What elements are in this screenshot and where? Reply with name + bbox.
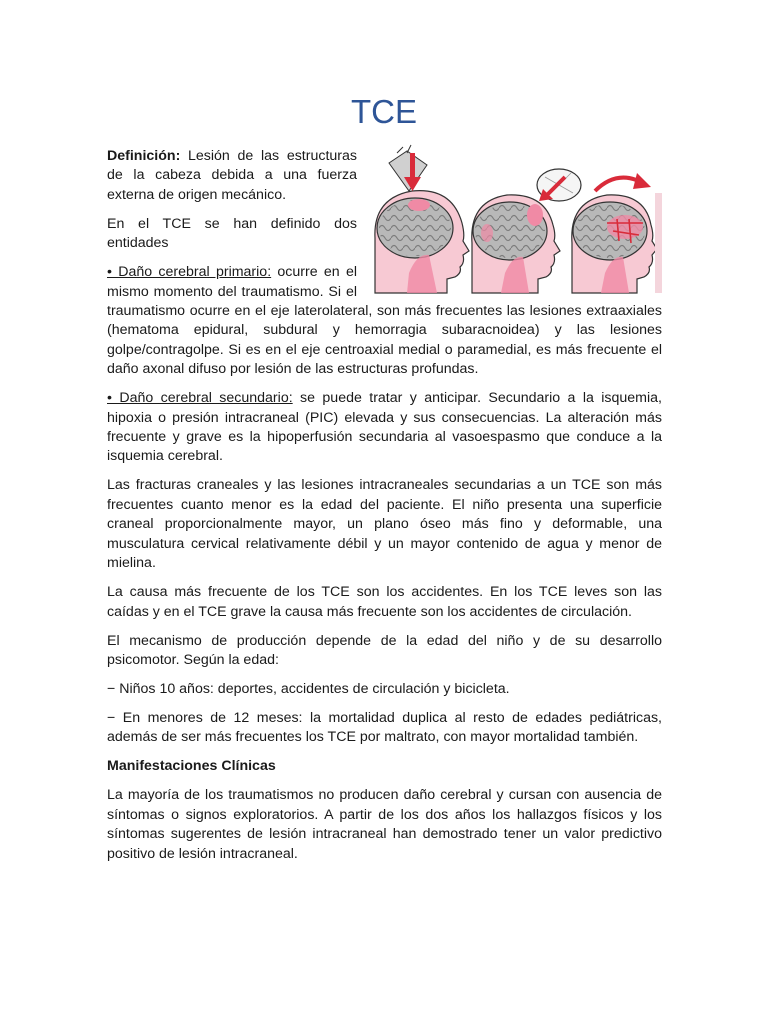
intro-paragraph: En el TCE se han definido dos entidades	[107, 215, 357, 252]
tce-mechanism-figure	[367, 143, 662, 298]
definition-label: Definición:	[107, 148, 181, 164]
secondary-damage-text: se puede tratar y anticipar. Secundario a la isquemia, hipoxia o presión intracraneal (PIC) elevada y sus consecuencias. La alteración más frecuente y grave es la hipoperfusión secundaria al vasoespasmo que conduce a la isquemia cerebral.	[107, 390, 662, 465]
head-rotation-icon	[572, 173, 662, 293]
document-body	[107, 147, 662, 874]
clinical-heading: Manifestaciones Clínicas	[107, 758, 276, 775]
definition-text: Lesión de las estructuras de la cabeza debida a una fuerza externa de origen mecánico.	[107, 148, 357, 203]
page-title: TCE	[351, 93, 417, 130]
secondary-damage-label: • Daño cerebral secundario:	[107, 390, 293, 407]
primary-damage-text: ocurre en el mismo momento del traumatismo. Si el traumatismo ocurre en el eje laterolateral, son más frecuentes las lesiones extraaxiales (hematoma epidural, subdural y hemorragia subaracnoidea) y las lesiones golpe/contragolpe. Si es en el eje centroaxial medial o paramedial, es más frecuente el daño axonal difuso por lesión de las estructuras profundas.	[107, 264, 662, 378]
secondary-damage-paragraph	[107, 389, 662, 467]
cause-paragraph: La causa más frecuente de los TCE son los accidentes. En los TCE leves son las caídas y en el TCE grave la causa más frecuente son los accidentes de circulación.	[107, 584, 662, 620]
clinical-paragraph: La mayoría de los traumatismos no producen daño cerebral y cursan con ausencia de síntomas o signos exploratorios. A partir de los dos años los hallazgos físicos y los síntomas sugerentes de lesión intracraneal han demostrado tener un valor predictivo positivo de lesión intracraneal.	[107, 787, 662, 862]
infants-list-item: − En menores de 12 meses: la mortalidad duplica al resto de edades pediátricas, además de ser más frecuentes los TCE por maltrato, con mayor mortalidad también.	[107, 709, 662, 746]
head-impact-vertical-icon	[375, 145, 469, 293]
fractures-paragraph: Las fracturas craneales y las lesiones intracraneales secundarias a un TCE son más frecuentes cuanto menor es la edad del paciente. El niño presenta una superficie craneal proporcionalmente mayor, un plano óseo más fino y deformable, una musculatura cervical relativamente débil y un mayor contenido de agua y menor de mielina.	[107, 477, 662, 572]
head-impact-frontal-icon	[472, 169, 581, 293]
children-list-item: − Niños 10 años: deportes, accidentes de circulación y bicicleta.	[107, 680, 510, 697]
mechanism-paragraph: El mecanismo de producción depende de la edad del niño y de su desarrollo psicomotor. Según la edad:	[107, 632, 662, 668]
primary-damage-label: • Daño cerebral primario:	[107, 264, 272, 281]
